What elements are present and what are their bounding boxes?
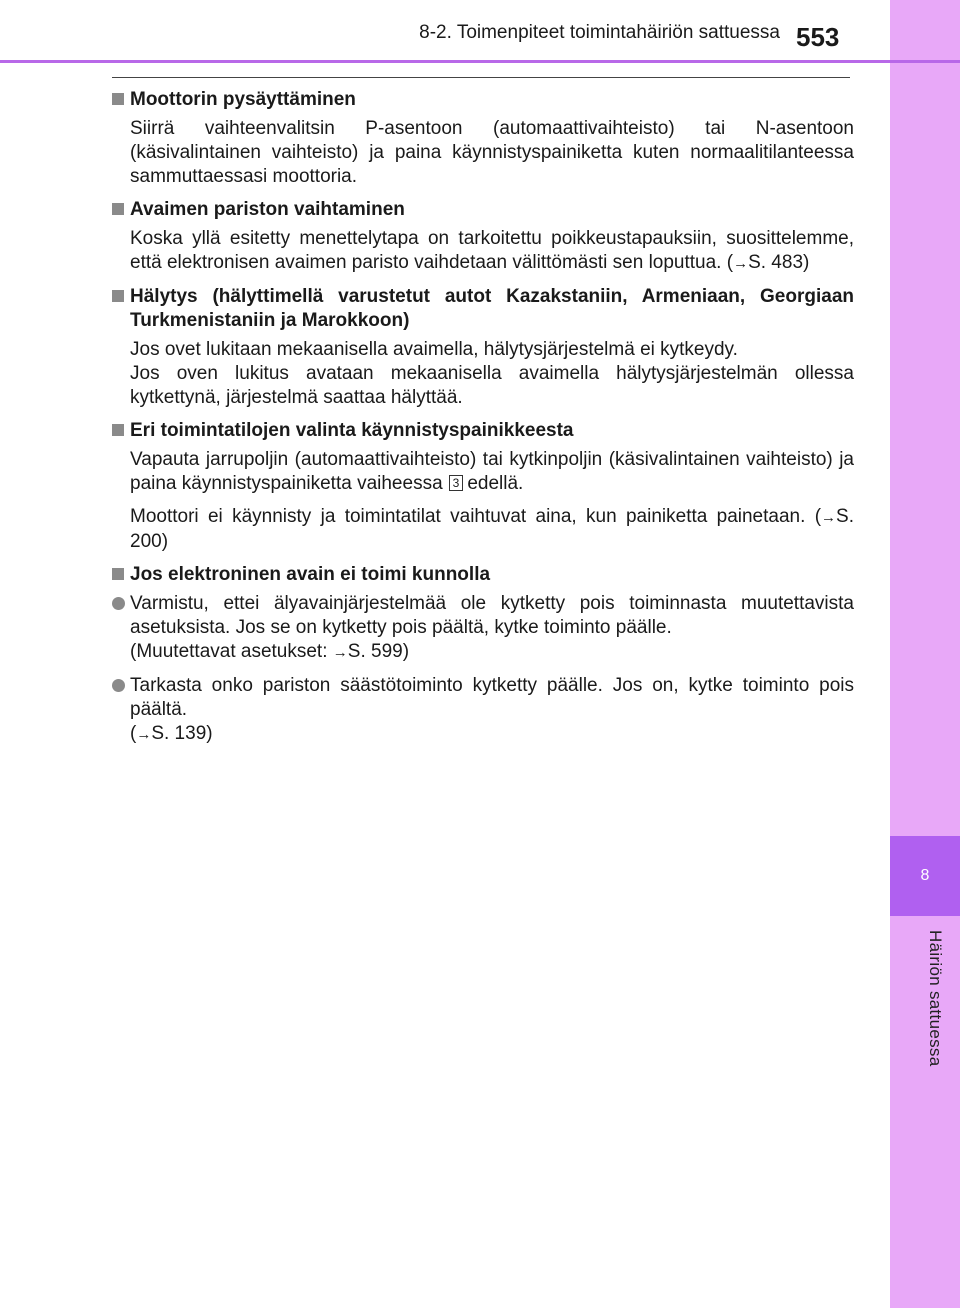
section-heading: Avaimen pariston vaihtaminen [112, 198, 854, 222]
content-rule [112, 77, 850, 78]
circle-bullet-icon [112, 597, 125, 610]
page-reference[interactable]: S. 139) [151, 723, 213, 744]
chapter-number-tab [890, 836, 960, 916]
square-bullet-icon [112, 290, 124, 302]
page-reference[interactable]: S. 200) [130, 506, 854, 552]
side-tab [890, 0, 960, 1308]
section-heading: Hälytys (hälyttimellä varustetut autot Kazakstaniin, Armeniaan, Georgiaan Turkmenistaniin ja Marokkoon) [112, 285, 854, 333]
arrow-right-icon: → [733, 255, 749, 272]
section-battery [112, 198, 854, 276]
section-key-malfunction [112, 563, 854, 747]
section-mode-select [112, 419, 854, 554]
square-bullet-icon [112, 93, 124, 105]
page-number: 553 [796, 22, 840, 52]
page-reference[interactable]: S. 599) [347, 641, 410, 662]
chapter-number: 8 [920, 867, 930, 884]
header-divider [0, 60, 960, 63]
step-number: 3 [449, 475, 464, 491]
circle-bullet-icon [112, 679, 125, 692]
section-title: 8-2. Toimenpiteet toimintahäiriön sattuessa [419, 22, 780, 43]
section-alarm [112, 285, 854, 410]
list-item: Varmistu, ettei älyavainjärjestelmää ole kytketty pois toiminnasta muutettavista asetuksista. Jos se on kytketty pois päältä, kytke toiminto päälle. (Muutettavat asetukset: →S. 599) [112, 592, 854, 665]
arrow-right-icon: → [332, 644, 348, 661]
section-heading: Jos elektroninen avain ei toimi kunnolla [112, 563, 854, 587]
section-body: Jos ovet lukitaan mekaanisella avaimella, hälytysjärjestelmä ei kytkeydy. Jos oven lukitus avataan mekaanisella avaimella hälytysjärjestelmän ollessa kytkettynä, järjestelmä saattaa hälyttää. [130, 339, 854, 408]
section-heading: Eri toimintatilojen valinta käynnistyspainikkeesta [112, 419, 854, 443]
square-bullet-icon [112, 424, 124, 436]
section-body: Vapauta jarrupoljin (automaattivaihteisto) tai kytkinpoljin (käsivalintainen vaihteisto) ja paina käynnistyspainiketta vaiheessa 3 edellä. [130, 449, 854, 494]
list-item: Tarkasta onko pariston säästötoiminto kytketty päälle. Jos on, kytke toiminto pois päältä. (→S. 139) [112, 674, 854, 747]
chapter-label: Häiriön sattuessa [926, 930, 945, 1067]
page-content [112, 88, 854, 756]
section-body: Siirrä vaihteenvalitsin P-asentoon (automaattivaihteisto) tai N-asentoon (käsivalintainen vaihteisto) ja paina käynnistyspainiketta kuten normaalitilanteessa sammuttaessasi moottoria. [130, 118, 854, 187]
arrow-right-icon: → [821, 509, 837, 526]
square-bullet-icon [112, 568, 124, 580]
arrow-right-icon: → [136, 726, 152, 743]
page-reference[interactable]: S. 483) [748, 252, 810, 273]
section-engine-stop [112, 88, 854, 189]
section-body: Koska yllä esitetty menettelytapa on tarkoitettu poikkeustapauksiin, suosittelemme, että elektronisen avaimen paristo vaihdetaan välittömästi sen loputtua. (→S. 483) [130, 228, 854, 273]
square-bullet-icon [112, 203, 124, 215]
section-heading: Moottorin pysäyttäminen [112, 88, 854, 112]
section-body: Moottori ei käynnisty ja toimintatilat vaihtuvat aina, kun painiketta painetaan. (→S. 200) [130, 506, 854, 552]
